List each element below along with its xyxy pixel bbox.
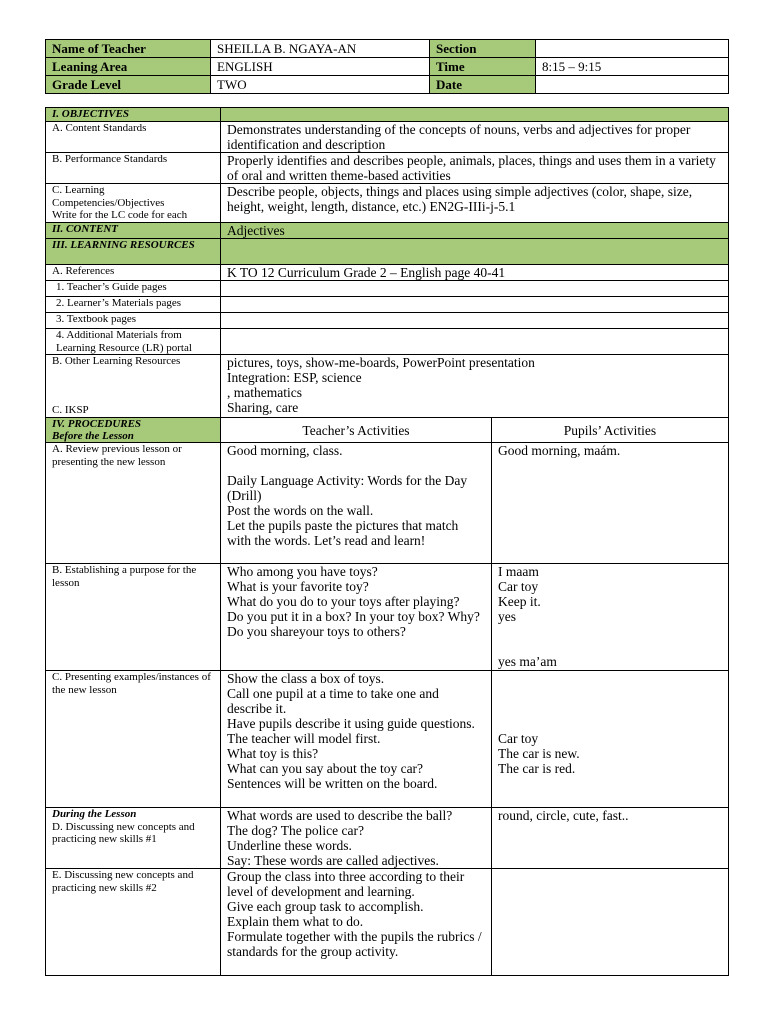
content-standards-label: A. Content Standards [46, 122, 221, 153]
objectives-heading-fill [221, 108, 729, 122]
textbook-label: 3. Textbook pages [46, 313, 221, 329]
review-lesson-teacher: Good morning, class. Daily Language Activity: Words for the Day (Drill) Post the words on the wall. Let the pupils paste the pictures that match with the words. Let’s read and learn! [221, 443, 492, 564]
discussing-concepts-1-teacher: What words are used to describe the ball? The dog? The police car? Underline these words. Say: These words are called adjectives. [221, 808, 492, 869]
presenting-examples-teacher: Show the class a box of toys. Call one pupil at a time to take one and describe it. Have pupils describe it using guide questions. The teacher will model first. What toy is this? What can you say about the toy car? Sentences will be written on the board. [221, 671, 492, 808]
references-label: A. References [46, 265, 221, 281]
additional-materials-label: 4. Additional Materials from Learning Resource (LR) portal [46, 329, 221, 355]
teachers-guide-label: 1. Teacher’s Guide pages [46, 281, 221, 297]
presenting-examples-label: C. Presenting examples/instances of the new lesson [46, 671, 221, 808]
teacher-activities-header: Teacher’s Activities [221, 418, 492, 443]
before-lesson-label: Before the Lesson [52, 430, 134, 442]
teacher-label: Name of Teacher [46, 40, 211, 58]
date-value [536, 76, 729, 94]
lesson-plan-table [45, 107, 729, 976]
review-lesson-pupils: Good morning, maám. [492, 443, 729, 564]
references-text: K TO 12 Curriculum Grade 2 – English page 40-41 [221, 265, 729, 281]
section-label: Section [430, 40, 536, 58]
review-lesson-label: A. Review previous lesson or presenting the new lesson [46, 443, 221, 564]
resources-heading: III. LEARNING RESOURCES [46, 239, 221, 265]
textbook-value [221, 313, 729, 329]
other-resources-text: pictures, toys, show-me-boards, PowerPoint presentation Integration: ESP, science , mathematics Sharing, care [221, 355, 729, 418]
area-label: Leaning Area [46, 58, 211, 76]
discussing-concepts-1-cell [46, 808, 221, 869]
establishing-purpose-teacher: Who among you have toys? What is your favorite toy? What do you do to your toys after playing? Do you put it in a box? In your toy box? Why? Do you shareyour toys to others? [221, 564, 492, 671]
competencies-label: C. Learning Competencies/Objectives Write for the LC code for each [46, 184, 221, 223]
header-table [45, 39, 729, 94]
discussing-concepts-2-label: E. Discussing new concepts and practicing new skills #2 [46, 869, 221, 976]
pupils-activities-header: Pupils’ Activities [492, 418, 729, 443]
teacher-value: SHEILLA B. NGAYA-AN [211, 40, 430, 58]
iksp-label: C. IKSP [52, 403, 89, 416]
teachers-guide-value [221, 281, 729, 297]
content-heading: II. CONTENT [46, 223, 221, 239]
establishing-purpose-label: B. Establishing a purpose for the lesson [46, 564, 221, 671]
procedures-heading: IV. PROCEDURES [52, 418, 142, 430]
other-resources-label: B. Other Learning Resources [52, 355, 181, 367]
grade-value: TWO [211, 76, 430, 94]
content-text: Adjectives [221, 223, 729, 239]
date-label: Date [430, 76, 536, 94]
competencies-text: Describe people, objects, things and places using simple adjectives (color, shape, size, height, weight, length, distance, etc.) EN2G-IIIi-j-5.1 [221, 184, 729, 223]
discussing-concepts-2-teacher: Group the class into three according to their level of development and learning. Give each group task to accomplish. Explain them what to do. Formulate together with the pupils the rubrics / standards for the group activity. [221, 869, 492, 976]
discussing-concepts-1-pupils: round, circle, cute, fast.. [492, 808, 729, 869]
learners-materials-label: 2. Learner’s Materials pages [46, 297, 221, 313]
time-value: 8:15 – 9:15 [536, 58, 729, 76]
performance-standards-text: Properly identifies and describes people, animals, places, things and uses them in a variety of oral and written theme-based activities [221, 153, 729, 184]
time-label: Time [430, 58, 536, 76]
procedures-heading-cell [46, 418, 221, 443]
section-value [536, 40, 729, 58]
presenting-examples-pupils: Car toy The car is new. The car is red. [492, 671, 729, 808]
grade-label: Grade Level [46, 76, 211, 94]
objectives-heading: I. OBJECTIVES [46, 108, 221, 122]
learners-materials-value [221, 297, 729, 313]
content-standards-text: Demonstrates understanding of the concepts of nouns, verbs and adjectives for proper identification and description [221, 122, 729, 153]
additional-materials-value [221, 329, 729, 355]
during-lesson-label: During the Lesson [52, 808, 137, 820]
discussing-concepts-1-label: D. Discussing new concepts and practicing new skills #1 [52, 820, 195, 845]
area-value: ENGLISH [211, 58, 430, 76]
resources-heading-fill [221, 239, 729, 265]
establishing-purpose-pupils: I maam Car toy Keep it. yes yes ma’am [492, 564, 729, 671]
discussing-concepts-2-pupils [492, 869, 729, 976]
other-resources-cell [46, 355, 221, 418]
performance-standards-label: B. Performance Standards [46, 153, 221, 184]
